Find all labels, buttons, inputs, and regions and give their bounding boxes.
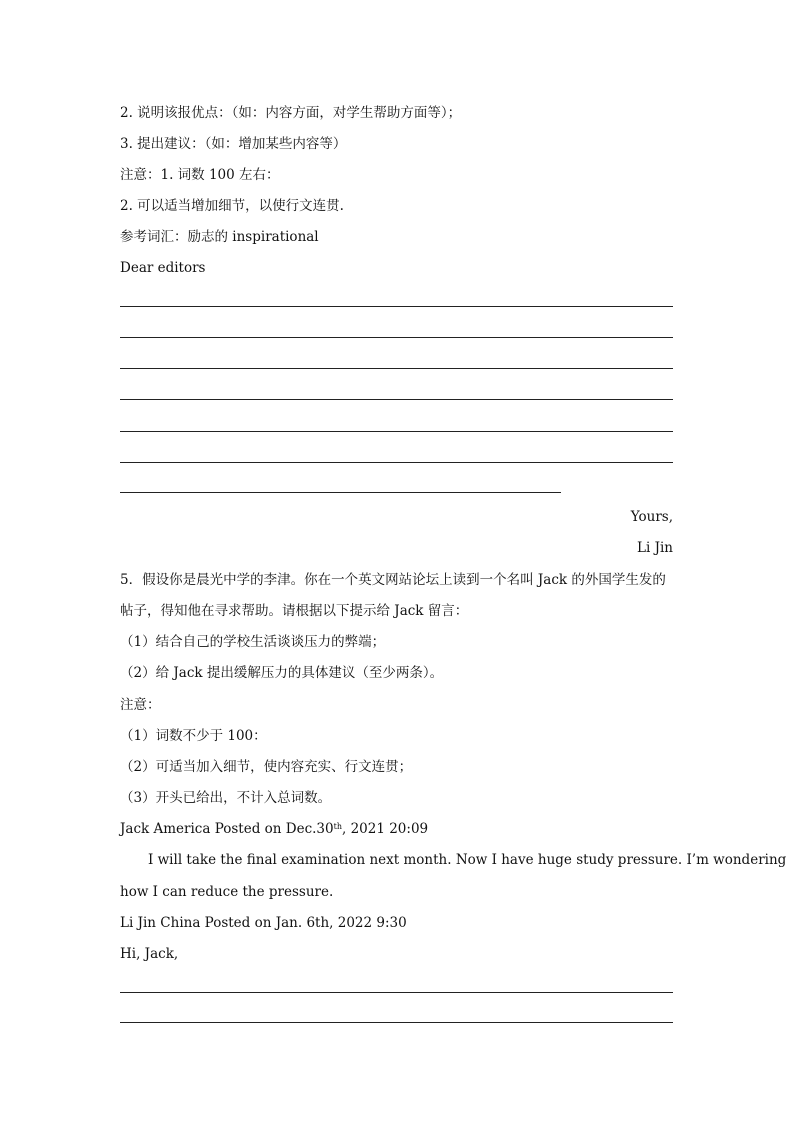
notes-label: 注意： (120, 697, 161, 713)
writing-line (120, 462, 673, 463)
requirement-2: 2. 说明该报优点：（如：内容方面，对学生帮助方面等）； (120, 105, 462, 121)
writing-line (120, 337, 673, 338)
forum-post-body-line-1: I will take the final examination next month. Now I have huge study pressure. I’m wondering (148, 852, 787, 868)
task-description-line-1: 5．假设你是晨光中学的李津。你在一个英文网站论坛上读到一个名叫 Jack 的外国学生发的 (120, 572, 666, 588)
post-header-time: , 2021 20:09 (341, 821, 429, 837)
reply-post-header: Li Jin China Posted on Jan. 6th, 2022 9:30 (120, 915, 407, 931)
letter-closing: Yours, (630, 509, 673, 525)
writing-line (120, 368, 673, 369)
letter-signature: Li Jin (637, 540, 673, 556)
writing-line (120, 1022, 673, 1023)
post-header-superscript: th (333, 822, 342, 831)
writing-line (120, 492, 561, 493)
forum-post-header (120, 820, 428, 838)
writing-line (120, 399, 673, 400)
vocabulary-reference: 参考词汇：励志的 inspirational (120, 229, 319, 245)
writing-line (120, 431, 673, 432)
task-note-3: （3）开头已给出，不计入总词数。 (120, 790, 332, 806)
letter-salutation: Dear editors (120, 260, 206, 276)
task-description-line-2: 帖子，得知他在寻求帮助。请根据以下提示给 Jack 留言： (120, 603, 469, 619)
task-point-2: （2）给 Jack 提出缓解压力的具体建议（至少两条）。 (120, 665, 444, 681)
task-note-1: （1）词数不少于 100： (120, 728, 267, 744)
reply-greeting: Hi, Jack, (120, 946, 179, 962)
note-2: 2. 可以适当增加细节，以使行文连贯. (120, 198, 344, 214)
forum-post-body-line-2: how I can reduce the pressure. (120, 884, 334, 900)
requirement-3: 3. 提出建议：（如：增加某些内容等） (120, 136, 347, 152)
note-1: 注意：1. 词数 100 左右： (120, 167, 280, 183)
post-header-text: Jack America Posted on Dec.30 (120, 821, 334, 837)
writing-line (120, 992, 673, 993)
task-note-2: （2）可适当加入细节，使内容充实、行文连贯； (120, 759, 413, 775)
writing-line (120, 306, 673, 307)
task-point-1: （1）结合自己的学校生活谈谈压力的弊端； (120, 634, 386, 650)
